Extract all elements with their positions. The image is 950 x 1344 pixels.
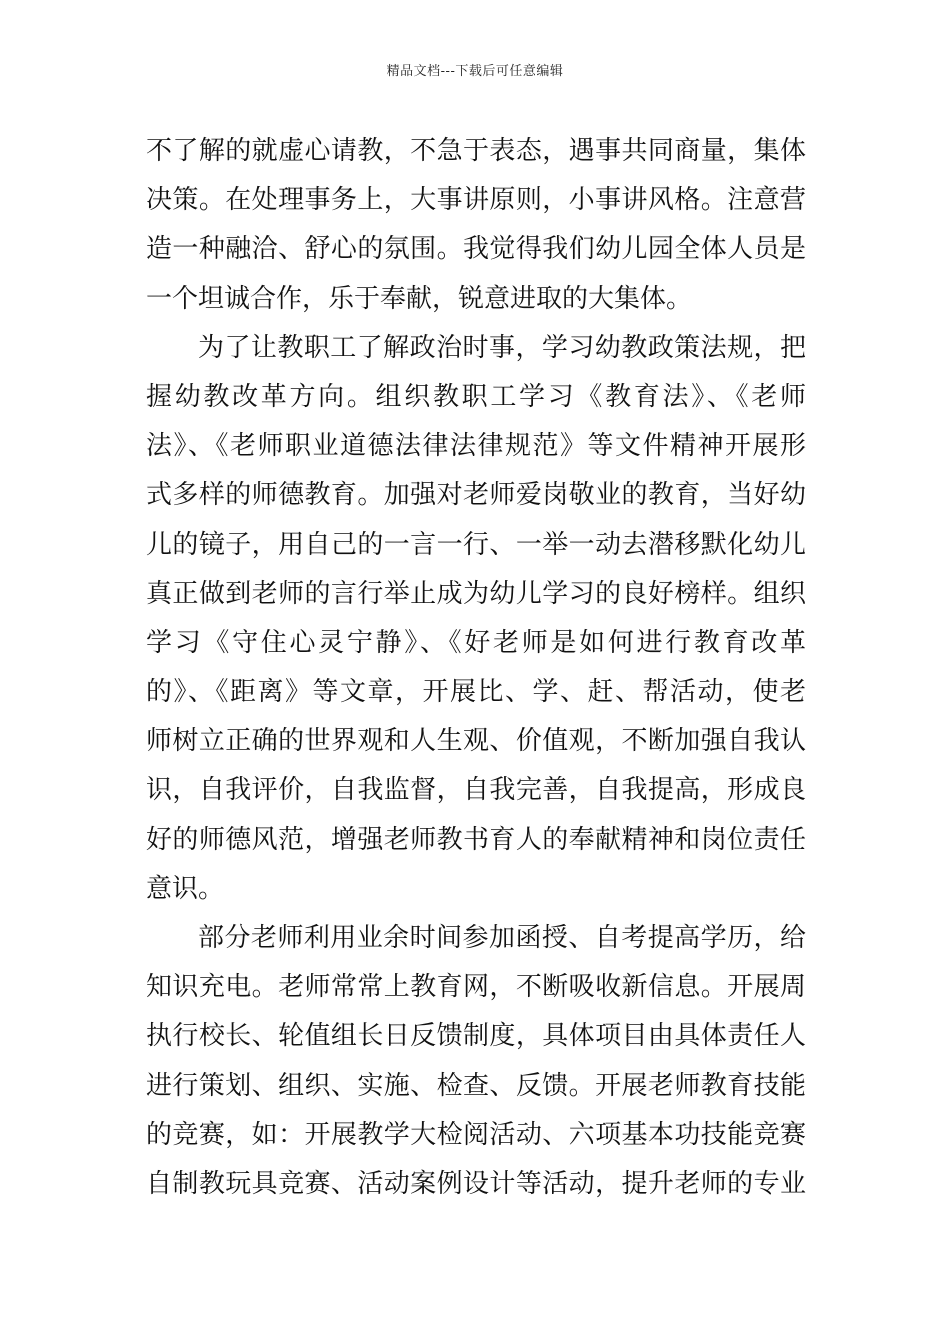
text-line: 知识充电。老师常常上教育网，不断吸收新信息。开展周	[146, 972, 806, 1003]
text-line: 造一种融洽、舒心的氛围。我觉得我们幼儿园全体人员是	[146, 234, 806, 265]
text-line: 握幼教改革方向。组织教职工学习《教育法》、《老师	[146, 381, 806, 412]
document-body	[146, 127, 806, 1209]
text-line: 真正做到老师的言行举止成为幼儿学习的良好榜样。组织	[146, 578, 806, 609]
text-line: 一个坦诚合作，乐于奉献，锐意进取的大集体。	[146, 283, 693, 314]
text-line: 决策。在处理事务上，大事讲原则，小事讲风格。注意营	[146, 185, 806, 216]
text-line: 为了让教职工了解政治时事，学习幼教政策法规，把	[198, 332, 806, 363]
text-line: 学习《守住心灵宁静》、《好老师是如何进行教育改革	[146, 627, 806, 658]
text-line: 识，自我评价，自我监督，自我完善，自我提高，形成良	[146, 775, 806, 806]
text-line: 意识。	[146, 873, 225, 904]
text-line: 不了解的就虚心请教，不急于表态，遇事共同商量，集体	[146, 136, 806, 166]
text-line: 执行校长、轮值组长日反馈制度，具体项目由具体责任人	[146, 1021, 806, 1052]
text-line: 师树立正确的世界观和人生观、价值观，不断加强自我认	[146, 726, 806, 757]
text-line: 进行策划、组织、实施、检查、反馈。开展老师教育技能	[146, 1070, 806, 1101]
text-line: 的竞赛，如：开展教学大检阅活动、六项基本功技能竞赛	[146, 1119, 806, 1150]
text-line: 好的师德风范，增强老师教书育人的奉献精神和岗位责任	[146, 824, 806, 855]
text-line: 自制教玩具竞赛、活动案例设计等活动，提升老师的专业	[146, 1168, 806, 1199]
text-line: 部分老师利用业余时间参加函授、自考提高学历，给	[198, 923, 806, 953]
text-line: 的》、《距离》等文章，开展比、学、赶、帮活动，使老	[146, 677, 806, 708]
page-header: 精品文档---下载后可任意编辑	[386, 64, 564, 79]
text-line: 儿的镜子，用自己的一言一行、一举一动去潜移默化幼儿	[146, 529, 806, 560]
text-line: 式多样的师德教育。加强对老师爱岗敬业的教育，当好幼	[146, 480, 806, 511]
text-line: 法》、《老师职业道德法律法律规范》等文件精神开展形	[146, 431, 806, 462]
